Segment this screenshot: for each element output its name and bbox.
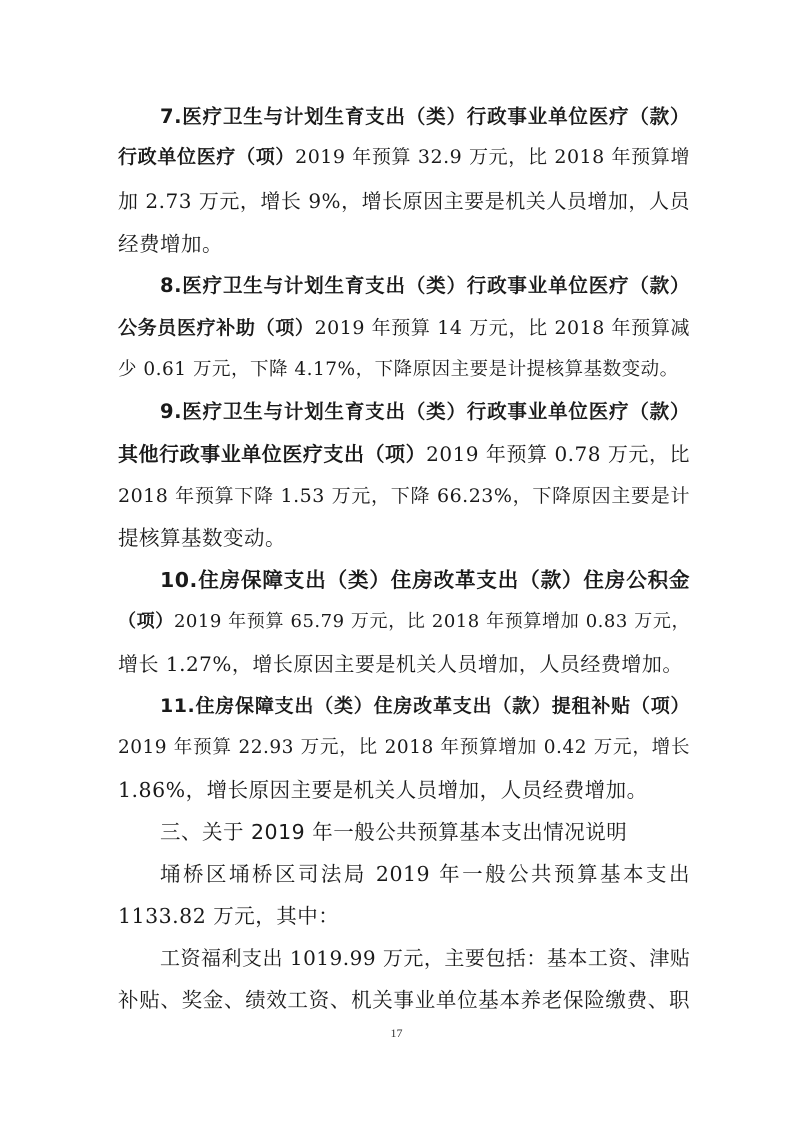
paragraph-line <box>118 137 690 177</box>
paragraph-line <box>160 392 690 432</box>
paragraph-line <box>118 476 690 516</box>
paragraph-line <box>118 350 690 390</box>
page-number: 17 <box>390 1026 403 1040</box>
bold-heading: 行政单位医疗（项） <box>118 146 296 168</box>
paragraph-line <box>118 518 690 558</box>
body-text: 增长 1.27%，增长原因主要是机关人员增加，人员经费增加。 <box>118 652 683 676</box>
bold-heading: 10.住房保障支出（类）住房改革支出（款）住房公积金 <box>160 568 690 592</box>
paragraph-line <box>160 686 690 726</box>
section-heading-text: 三、关于 2019 年一般公共预算基本支出情况说明 <box>160 820 628 844</box>
body-text: 2018 年预算下降 1.53 万元，下降 66.23%，下降原因主要是计 <box>118 485 690 507</box>
paragraph-line <box>160 97 690 137</box>
bold-heading: 其他行政事业单位医疗支出（项） <box>118 442 427 466</box>
bold-heading: （项） <box>118 611 174 632</box>
bold-heading: 公务员医疗补助（项） <box>118 317 315 339</box>
section-heading <box>160 812 690 852</box>
bold-heading: 7.医疗卫生与计划生育支出（类）行政事业单位医疗（款） <box>160 105 690 128</box>
body-text: 2019 年预算 65.79 万元，比 2018 年预算增加 0.83 万元， <box>173 611 690 632</box>
paragraph-line <box>118 644 690 684</box>
body-text: 埇桥区埇桥区司法局 2019 年一般公共预算基本支出 <box>160 862 690 886</box>
bold-heading: 9.医疗卫生与计划生育支出（类）行政事业单位医疗（款） <box>160 400 690 423</box>
paragraph-line <box>118 224 690 264</box>
body-text: 2019 年预算 22.93 万元，比 2018 年预算增加 0.42 万元，增长 <box>118 737 690 758</box>
body-text: 补贴、奖金、绩效工资、机关事业单位基本养老保险缴费、职 <box>118 988 690 1012</box>
body-text: 2019 年预算 14 万元，比 2018 年预算减 <box>314 317 690 339</box>
paragraph-line <box>118 434 690 474</box>
body-text: 加 2.73 万元，增长 9%，增长原因主要是机关人员增加，人员 <box>118 189 690 213</box>
body-text: 工资福利支出 1019.99 万元，主要包括：基本工资、津贴 <box>160 946 691 970</box>
paragraph-line <box>160 938 690 978</box>
paragraph-line <box>160 854 690 894</box>
body-text: 经费增加。 <box>118 232 223 256</box>
paragraph-line <box>118 728 690 768</box>
body-text: 提核算基数变动。 <box>118 526 286 550</box>
paragraph-line <box>118 770 690 810</box>
paragraph-line <box>118 308 690 348</box>
paragraph-line <box>160 266 690 306</box>
paragraph-line <box>160 560 690 600</box>
paragraph-line <box>118 980 690 1020</box>
body-text: 2019 年预算 32.9 万元，比 2018 年预算增 <box>295 146 690 168</box>
paragraph-line <box>118 181 690 221</box>
bold-heading: 11.住房保障支出（类）住房改革支出（款）提租补贴（项） <box>160 695 690 717</box>
bold-heading: 8.医疗卫生与计划生育支出（类）行政事业单位医疗（款） <box>160 274 690 297</box>
body-text: 1.86%，增长原因主要是机关人员增加，人员经费增加。 <box>118 778 648 802</box>
body-text: 少 0.61 万元，下降 4.17%，下降原因主要是计提核算基数变动。 <box>118 359 679 380</box>
paragraph-line <box>118 896 690 936</box>
paragraph-line <box>118 602 690 642</box>
body-text: 1133.82 万元，其中： <box>118 904 340 928</box>
body-text: 2019 年预算 0.78 万元，比 <box>426 442 690 466</box>
